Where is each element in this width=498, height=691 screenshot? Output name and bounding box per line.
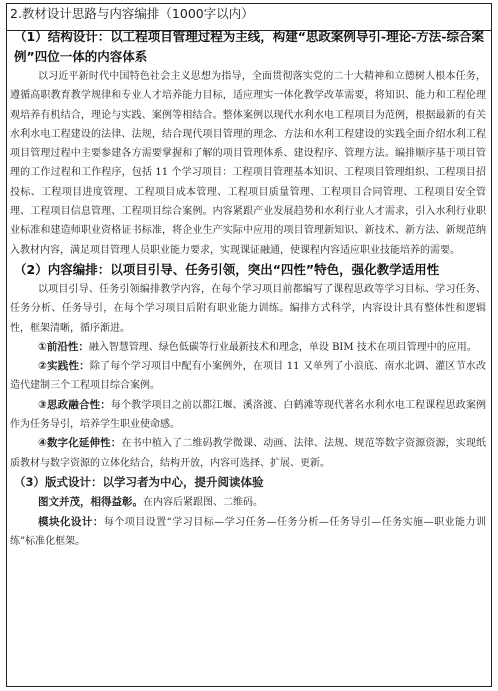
content-item-practice [10,357,488,396]
content-item-frontier [10,338,488,357]
content-intro: 以项目引导、任务引领编排教学内容，在每个学习项目前都编写了课程思政等学习目标、学习任务、任务分析、任务导引，在每个学习项目后附有职业能力训练。编排方式科学，内容设计具有整体性和逻辑性，框架清晰，循序渐进。 [10,283,486,334]
content-item-label: ①前沿性： [38,340,89,353]
layout-section [10,473,488,551]
structure-paragraph: 以习近平新时代中国特色社会主义思想为指导，全面贯彻落实党的二十大精神和立德树人根本任务，遵循高职教育教学规律和专业人才培养能力目标，适应理实一体化教学改革需要，将知识、能力和工程伦理观培养有机结合，理论与实践、案例等相结合。整体案例以现代水利水电工程项目为范例，根据最新的有关水利水电工程建设的法律、法规，结合现代项目管理的理念、方法和水利工程建设的实践全面介绍水利工程项目管理过程中主要参建各方需要掌握和了解的项目管理体系、建设程序、管理方法。编排顺序基于项目管理的工作过程和工作程序，包括 11 个学习项目：工程项目管理基本知识、工程项目管理组织、工程项目招投标、工程项目进度管理、工程项目成本管理、工程项目质量管理、工程项目合同管理、工程项目安全管理、工程项目信息管理、工程项目综合案例。内容紧跟产业发展趋势和水利行业人才需求，引入水利行业职业标准和建造师职业资格证书标准，将企业生产实际中应用的项目管理新知识、新技术、新方法、新规范纳入教材内容，满足项目管理人员职业能力要求，实现课证融通，使课程内容适应职业技能培养的需要。 [10,71,486,256]
layout-item-label: 图文并茂，相得益彰。 [38,496,143,509]
layout-item-text: 在内容后紧跟图、二维码。 [143,497,263,509]
content-item-label: ④数字化延伸性： [38,437,122,450]
structure-section [10,27,488,260]
section-heading: 2.教材设计思路与内容编排（1000字以内） [10,6,254,21]
document-body [10,3,488,551]
content-item-label: ③思政融合性： [38,398,111,411]
content-title: （2）内容编排：以项目引导、任务引领，突出“四性”特色，强化教学适用性 [14,261,440,277]
layout-item-label: 模块化设计： [38,515,104,528]
layout-title: （3）版式设计：以学习者为中心，提升阅读体验 [14,474,264,489]
content-item-text: 在书中植入了二维码教学微课、动画、法律、法规、规范等数字资源资源，实现纸质教材与数字资源的立体化结合，结构开放，内容可选择、扩展、更新。 [10,438,487,469]
content-item-text: 除了每个学习项目中配有小案例外，在项目 11 又单列了小浪底、南水北调、灌区节水改造代建制三个工程项目综合案例。 [10,361,486,392]
content-item-text: 融入智慧管理、绿色低碳等行业最新技术和理念，单设 BIM 技术在项目管理中的应用。 [88,341,477,353]
layout-item-illustrated [10,493,488,512]
layout-item-text: 每个项目设置“学习目标—学习任务—任务分析—任务导引—任务实施—职业能力训练”标准化框架。 [10,516,486,547]
layout-title-line [10,473,488,493]
content-item-digital [10,434,488,473]
layout-item-modular [10,513,488,552]
content-section [10,260,488,473]
content-item-ideology [10,396,488,435]
content-item-label: ②实践性： [38,360,90,373]
content-item-text: 每个教学项目之前以都江堰、溪洛渡、白鹤滩等现代著名水利水电工程课程思政案例作为任务导引，培养学生职业使命感。 [10,399,487,431]
structure-title: （1）结构设计：以工程项目管理过程为主线，构建“思政案例导引-理论-方法-综合案例”四位一体的内容体系 [14,29,484,64]
